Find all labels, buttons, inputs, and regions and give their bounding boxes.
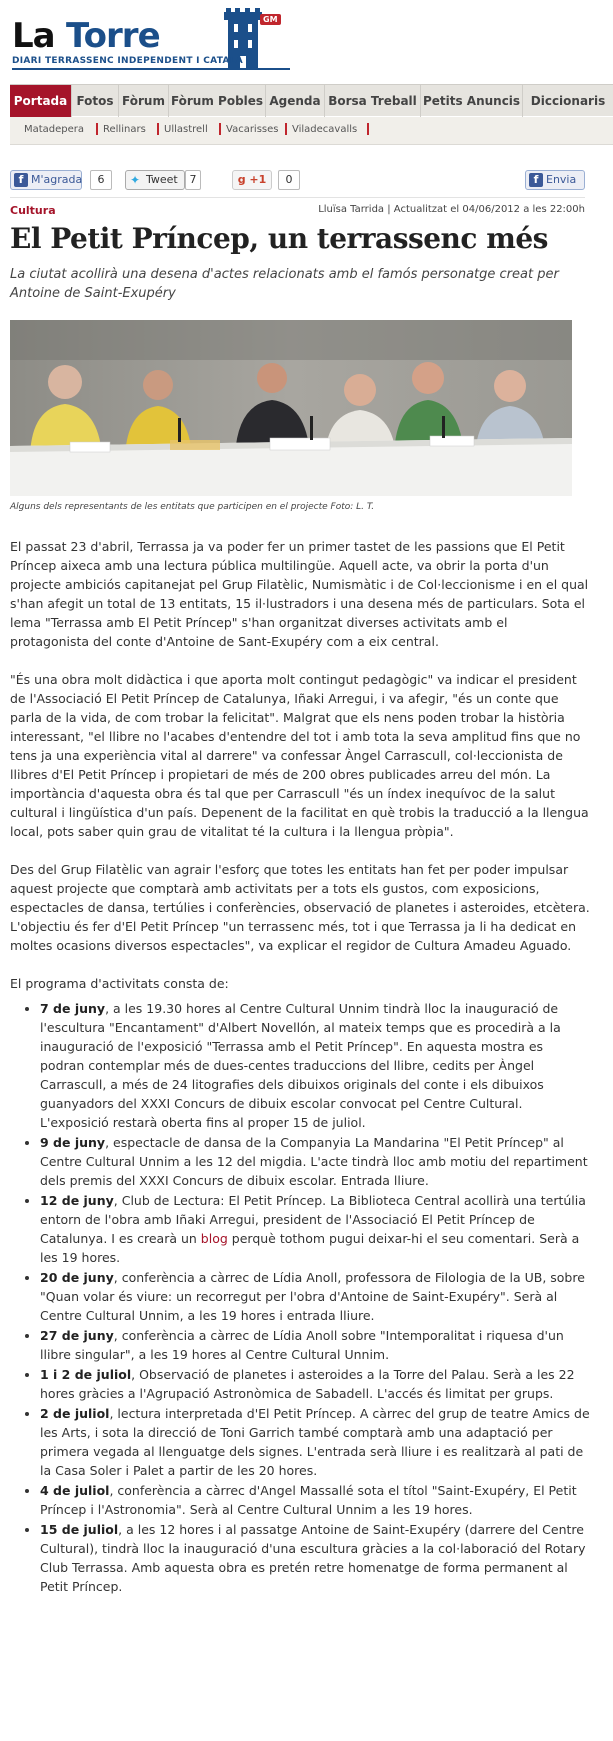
twitter-bird-icon: ✦	[130, 173, 141, 187]
nav-item-borsa-treball[interactable]: Borsa Treball	[325, 85, 421, 117]
list-item	[40, 1404, 590, 1480]
site-logo[interactable]	[10, 6, 290, 74]
article-photo	[10, 320, 572, 496]
event-date: 20 de juny	[40, 1270, 114, 1285]
event-text: , a les 12 hores i al passatge Antoine de Saint-Exupéry (darrere del Centre Cultural), tindrà lloc la inauguració d'una escultura gràcies a la col·laboració del Rotary Club Terrassa. Amb aquesta obra es pretén retre homenatge de forma permanent al Petit Príncep.	[40, 1522, 586, 1594]
event-text: , conferència a càrrec de Lídia Anoll sobre "Intemporalitat i riquesa d'un llibre singular", a les 19 hores al Centre Cultural Unnim.	[40, 1328, 564, 1362]
event-date: 12 de juny	[40, 1193, 114, 1208]
google-plus-icon: g	[237, 173, 246, 186]
logo-torre-text: Torre	[66, 16, 160, 56]
event-text: , conferència a càrrec de Lídia Anoll, professora de Filologia de la UB, sobre "Quan volar és viure: un recorregut per l'obra d'Antoine de Saint-Exupéry". Serà al Centre Cultural Unnim, a les 19 hores i entrada lliure.	[40, 1270, 585, 1323]
event-text: , conferència a càrrec d'Angel Massallé sota el títol "Saint-Exupéry, El Petit Príncep i l'Astronomia". Serà al Centre Cultural Unnim a les 19 hores.	[40, 1483, 577, 1517]
paragraph: El programa d'activitats consta de:	[10, 976, 229, 991]
paragraph: "És una obra molt didàctica i que aporta molt contingut pedagògic" va indicar el president de l'Associació El Petit Príncep de Catalunya, Iñaki Arregui, i va afegir, "és un conte que parla de la vida, de com trobar la felicitat". Malgrat que els nens poden trobar la història interessant, "el llibre no l'acabes d'entendre del tot i amb tota la seva amplitud fins que no tens ja una experiència vital al darrere" va confessar Àngel Carrascull, col·leccionista de llibres d'El Petit Príncep i propietari de més de 200 obres publicades arreu del món. La importància d'aquesta obra és tal que per Carrascull "és un índex inequívoc de la salut cultural i lingüística d'un país. Depenent de la facilitat en què trobis la traducció a la llengua local, pots saber quin grau de vitalitat té la cultura i la llengua pròpia".	[10, 672, 589, 839]
event-text: , Observació de planetes i asteroides a la Torre del Palau. Serà a les 22 hores gràcies a l'Agrupació Astronòmica de Sabadell. L'accés és limitat per grups.	[40, 1367, 575, 1401]
article-title: El Petit Príncep, un terrassenc més	[10, 222, 548, 255]
subnav-item-matadepera[interactable]: Matadepera	[24, 124, 85, 135]
tweet-button[interactable]	[125, 170, 185, 190]
logo-underline	[12, 68, 290, 70]
like-count: 6	[90, 170, 112, 190]
event-text: , Club de Lectura: El Petit Príncep. La Biblioteca Central acollirà una tertúlia entorn de l'obra amb Iñaki Arregui, president de l'Associació El Petit Príncep de Catalunya. I es crearà un	[40, 1193, 586, 1246]
send-button[interactable]	[525, 170, 585, 190]
event-text: , a les 19.30 hores al Centre Cultural Unnim tindrà lloc la inauguració de l'escultura "Encantament" d'Albert Novellón, al mateix temps que es procedirà a la inauguració de l'exposició "Terrassa amb el Petit Príncep". En aquesta mostra es podran contemplar més de dues-centes traduccions del llibre, cedits per Àngel Carrascull, a més de 24 litografies dels dibuixos originals del conte i els dibuixos guanyadors del XXXI Concurs de dibuix escolar convocat pel Centre Cultural. L'exposició restarà oberta fins al proper 15 de juliol.	[40, 1001, 561, 1130]
paragraph: Des del Grup Filatèlic van agrair l'esforç que totes les entitats han fet per poder impulsar aquest projecte que comptarà amb activitats per a tots els gustos, com exposicions, espectacles de dansa, tertúlies i conferències, observació de planetes i asteroides, etcètera. L'objectiu és fer d'El Petit Príncep "un terrassenc més, tot i que Terrassa ja li ha dedicat en moltes ocasions diversos espectacles", va explicar el regidor de Cultura Amadeu Aguado.	[10, 862, 590, 953]
nav-item-portada[interactable]: Portada	[10, 85, 72, 117]
plus-count: 0	[278, 170, 300, 190]
event-date: 4 de juliol	[40, 1483, 110, 1498]
like-label: M'agrada	[31, 173, 83, 186]
subnav-separator	[157, 123, 159, 135]
divider	[10, 197, 585, 198]
event-text: , lectura interpretada d'El Petit Príncep. A càrrec del grup de teatre Amics de les Arts, i sota la direcció de Toni Garrich també comptarà amb una adaptació per primera vegada al llenguatge dels signes. L'entrada serà lliure i es realitzarà al pati de la Casa Soler i Palet a partir de les 20 hores.	[40, 1406, 590, 1478]
nav-item-fotos[interactable]: Fotos	[72, 85, 119, 117]
logo-la-text: La	[12, 16, 55, 56]
subnav-separator	[285, 123, 287, 135]
event-text: , espectacle de dansa de la Companyia La Mandarina "El Petit Príncep" al Centre Cultural Unnim a les 12 del migdia. L'acte tindrà lloc amb motiu del repartiment dels premis del XXXI Concurs de dibuix escolar. Entrada lliure.	[40, 1135, 588, 1188]
nav-item-forum[interactable]: Fòrum	[119, 85, 169, 117]
facebook-like-button[interactable]	[10, 170, 82, 190]
list-item	[40, 1191, 590, 1267]
tweet-count: 7	[185, 170, 201, 190]
list-item	[40, 1481, 590, 1519]
nav-item-agenda[interactable]: Agenda	[266, 85, 325, 117]
list-item	[40, 1520, 590, 1596]
article-body	[10, 537, 590, 1597]
events-list	[40, 999, 590, 1596]
social-bar	[10, 170, 585, 192]
section-label[interactable]: Cultura	[10, 204, 56, 217]
subnav-separator	[219, 123, 221, 135]
tweet-label: Tweet	[146, 173, 178, 186]
event-date: 7 de juny	[40, 1001, 106, 1016]
main-nav	[10, 84, 613, 116]
subnav-item-viladecavalls[interactable]: Viladecavalls	[292, 124, 358, 135]
gm-badge: GM	[260, 14, 281, 25]
subnav-item-vacarisses[interactable]: Vacarisses	[226, 124, 279, 135]
subnav-separator	[367, 123, 369, 135]
nav-item-forum-pobles[interactable]: Fòrum Pobles	[169, 85, 266, 117]
subnav-separator	[96, 123, 98, 135]
nav-item-petits-anuncis[interactable]: Petits Anuncis	[421, 85, 523, 117]
list-item	[40, 1365, 590, 1403]
list-item	[40, 999, 590, 1132]
event-date: 9 de juny	[40, 1135, 106, 1150]
send-label: Envia	[546, 173, 577, 186]
sub-nav	[10, 117, 613, 145]
article-subtitle: La ciutat acollirà una desena d'actes relacionats amb el famós personatge creat per Antoine de Saint-Exupéry	[10, 267, 559, 301]
photo-caption: Alguns dels representants de les entitats que participen en el projecte Foto: L. T.	[10, 502, 375, 512]
event-date: 15 de juliol	[40, 1522, 119, 1537]
event-date: 27 de juny	[40, 1328, 114, 1343]
google-plus-button[interactable]	[232, 170, 272, 190]
nav-item-diccionaris[interactable]: Diccionaris	[530, 94, 606, 108]
event-date: 2 de juliol	[40, 1406, 110, 1421]
facebook-icon: f	[529, 173, 543, 187]
list-item	[40, 1326, 590, 1364]
blog-link[interactable]: blog	[200, 1231, 228, 1246]
subnav-item-ullastrell[interactable]: Ullastrell	[164, 124, 208, 135]
subnav-item-rellinars[interactable]: Rellinars	[103, 124, 146, 135]
facebook-icon: f	[14, 173, 28, 187]
paragraph: El passat 23 d'abril, Terrassa ja va poder fer un primer tastet de les passions que El Petit Príncep aixeca amb una lectura pública multilingüe. Aquell acte, va obrir la porta d'un projecte ambiciós capitanejat pel Grup Filatèlic, Numismàtic i de Col·leccionisme i en el qual s'han afegit un total de 13 entitats, 15 il·lustradors i una desena més de particulars. Sota el lema "Terrassa amb El Petit Príncep" s'han organitzat diverses activitats amb el protagonista del conte d'Antoine de Sant-Exupéry com a eix central.	[10, 539, 589, 649]
event-date: 1 i 2 de juliol	[40, 1367, 132, 1382]
site-tagline: DIARI TERRASSENC INDEPENDENT I CATALÀ	[12, 56, 244, 66]
list-item	[40, 1268, 590, 1325]
plus-label: +1	[249, 173, 267, 186]
list-item	[40, 1133, 590, 1190]
event-text: perquè tothom pugui deixar-hi el seu comentari. Serà a les 19 hores.	[40, 1231, 580, 1265]
article-byline: Lluïsa Tarrida | Actualitzat el 04/06/2012 a les 22:00h	[318, 204, 585, 215]
